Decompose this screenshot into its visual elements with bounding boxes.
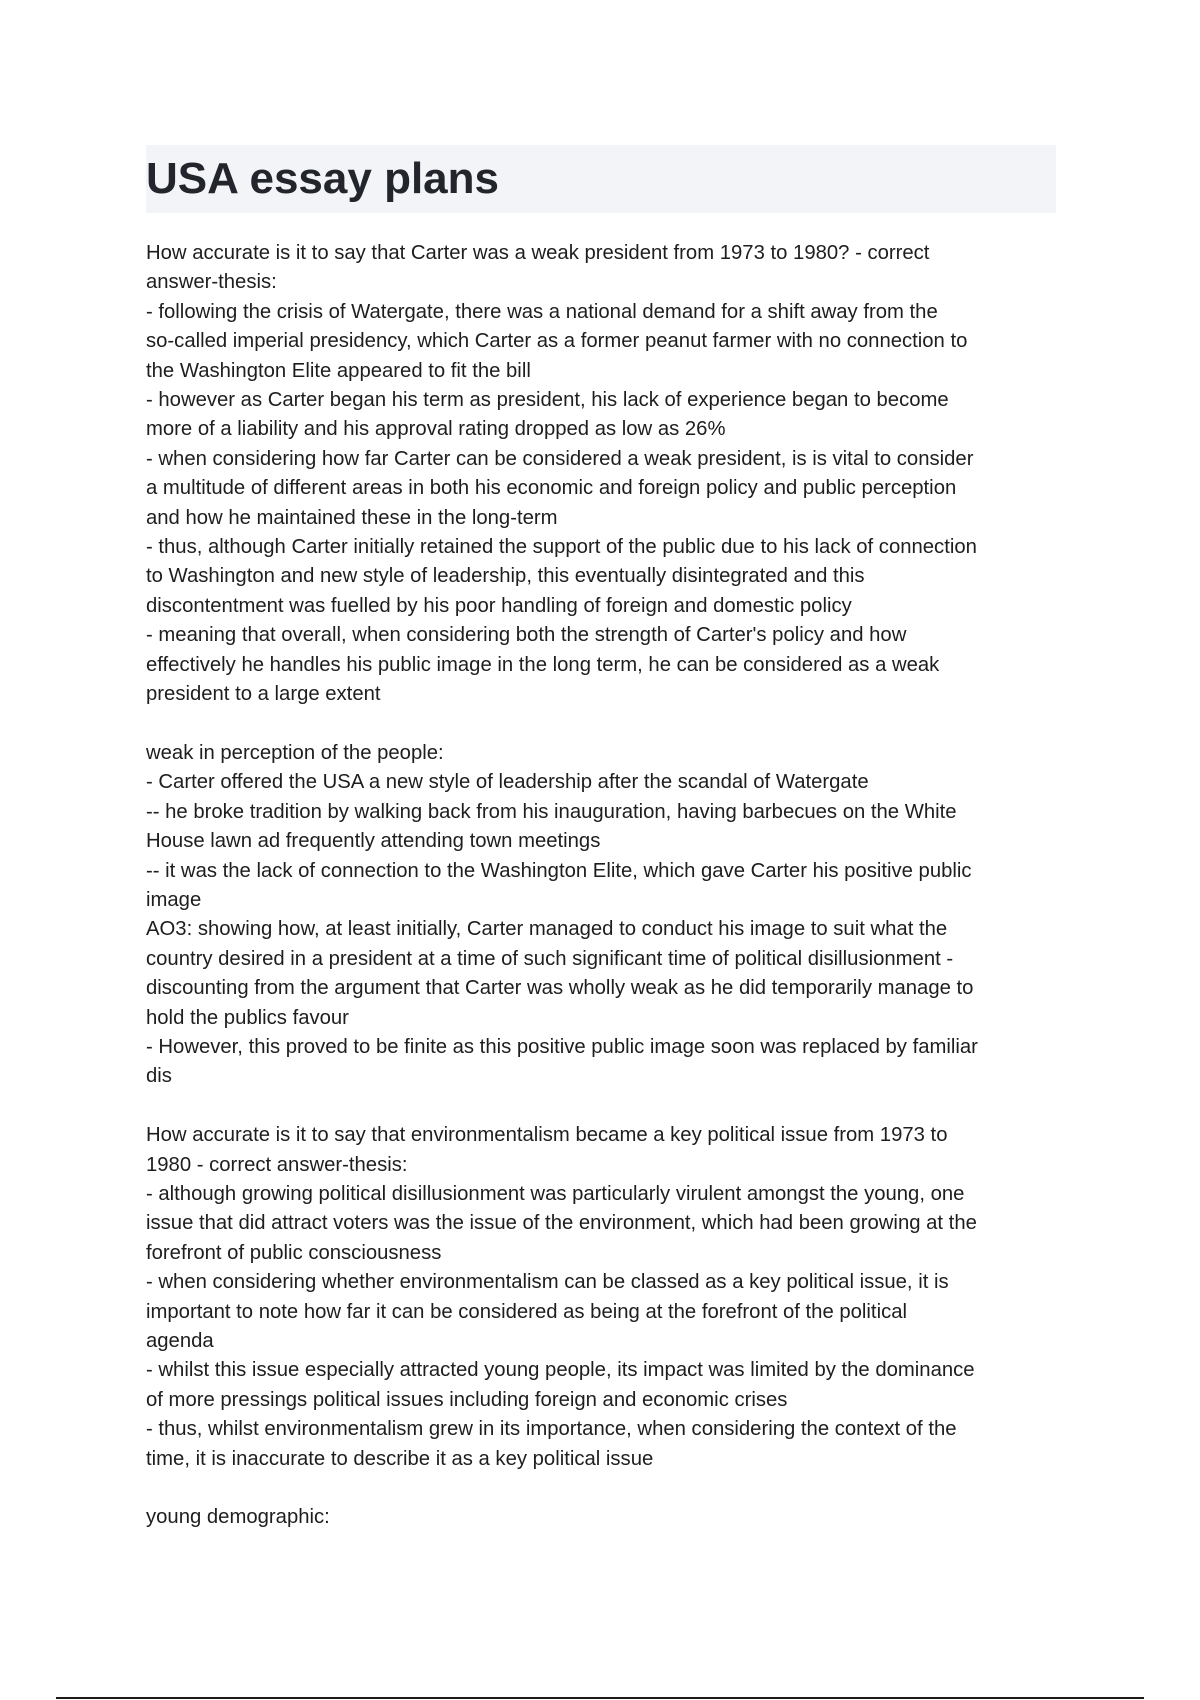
text-line: - thus, whilst environmentalism grew in its importance, when considering the context of the [146,1418,957,1441]
text-line: a multitude of different areas in both his economic and foreign policy and public perception [146,477,957,500]
text-line: -- it was the lack of connection to the Washington Elite, which gave Carter his positive public [146,859,972,882]
page-title: USA essay plans [146,154,499,203]
text-line: -- he broke tradition by walking back from his inauguration, having barbecues on the White [146,800,957,823]
text-line: weak in perception of the people: [146,741,444,764]
text-line: discounting from the argument that Carter was wholly weak as he did temporarily manage to [146,977,974,1000]
text-line: so-called imperial presidency, which Carter as a former peanut farmer with no connection to [146,330,968,353]
title-banner [146,145,1056,213]
text-line: - when considering whether environmentalism can be classed as a key political issue, it is [146,1271,949,1294]
text-line: important to note how far it can be considered as being at the forefront of the political [146,1300,908,1323]
paragraph-spacer [146,710,1066,739]
document-body [146,239,1066,1533]
text-line: - However, this proved to be finite as this positive public image soon was replaced by familiar [146,1035,978,1058]
text-line: president to a large extent [146,683,381,706]
text-line: discontentment was fuelled by his poor handling of foreign and domestic policy [146,594,852,617]
text-line: effectively he handles his public image in the long term, he can be considered as a weak [146,653,940,676]
text-line: time, it is inaccurate to describe it as a key political issue [146,1447,654,1470]
text-line: - although growing political disillusionment was particularly virulent amongst the young, one [146,1182,965,1205]
text-line: and how he maintained these in the long-term [146,506,558,529]
paragraph-spacer [146,1092,1066,1121]
text-line: House lawn ad frequently attending town meetings [146,830,601,853]
text-line: - thus, although Carter initially retained the support of the public due to his lack of connection [146,536,977,559]
text-line: more of a liability and his approval rating dropped as low as 26% [146,418,726,441]
text-line: dis [146,1065,172,1088]
text-line: forefront of public consciousness [146,1241,442,1264]
text-line: image [146,888,202,911]
text-line: the Washington Elite appeared to fit the bill [146,359,531,382]
text-line: young demographic: [146,1506,330,1529]
text-line: AO3: showing how, at least initially, Carter managed to conduct his image to suit what the [146,918,948,941]
paragraph-spacer [146,1474,1066,1503]
text-line: issue that did attract voters was the issue of the environment, which had been growing at the [146,1212,977,1235]
text-line: - whilst this issue especially attracted young people, its impact was limited by the dominance [146,1359,975,1382]
text-line: - following the crisis of Watergate, there was a national demand for a shift away from the [146,300,938,323]
text-line: hold the publics favour [146,1006,349,1029]
text-line: How accurate is it to say that Carter was a weak president from 1973 to 1980? - correct [146,242,930,264]
text-line: to Washington and new style of leadership, this eventually disintegrated and this [146,565,865,588]
text-line: - meaning that overall, when considering both the strength of Carter's policy and how [146,624,907,647]
text-line: - however as Carter began his term as president, his lack of experience began to become [146,389,949,412]
text-line: 1980 - correct answer-thesis: [146,1153,408,1176]
footer-divider [56,1697,1144,1699]
text-line: - when considering how far Carter can be considered a weak president, is is vital to consider [146,447,974,470]
text-line: agenda [146,1330,214,1352]
text-line: answer-thesis: [146,271,277,294]
text-line: country desired in a president at a time of such significant time of political disillusionment - [146,947,954,970]
text-line: How accurate is it to say that environmentalism became a key political issue from 1973 to [146,1124,948,1147]
text-line: - Carter offered the USA a new style of leadership after the scandal of Watergate [146,771,869,794]
text-line: of more pressings political issues including foreign and economic crises [146,1388,788,1411]
